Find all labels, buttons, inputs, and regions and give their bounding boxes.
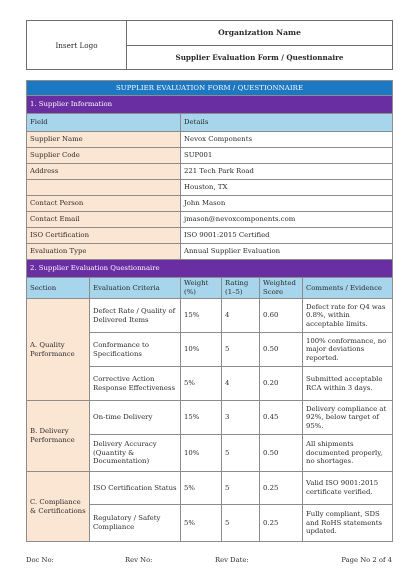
weight-column-header: Weight (%) — [181, 278, 222, 299]
weighted-score-cell: 0.50 — [260, 435, 303, 472]
field-label: Evaluation Type — [27, 244, 181, 260]
page-number: Page No 2 of 4 — [341, 556, 392, 564]
field-column-header: Field — [27, 114, 181, 132]
section-1-title: 1. Supplier Information — [27, 96, 393, 114]
rating-cell[interactable]: 4 — [222, 299, 260, 333]
info-row-contact-person — [27, 196, 393, 212]
weight-cell[interactable]: 5% — [181, 367, 222, 401]
criteria-cell: On-time Delivery — [90, 401, 181, 435]
field-label: Address — [27, 164, 181, 180]
weight-cell[interactable]: 15% — [181, 401, 222, 435]
logo-placeholder[interactable]: Insert Logo — [27, 21, 127, 70]
field-value[interactable]: ISO 9001:2015 Certified — [181, 228, 393, 244]
section-2-title: 2. Supplier Evaluation Questionnaire — [27, 260, 393, 278]
weight-cell[interactable]: 10% — [181, 435, 222, 472]
organization-name: Organization Name — [127, 21, 393, 46]
rating-cell[interactable]: 5 — [222, 333, 260, 367]
weighted-score-cell: 0.50 — [260, 333, 303, 367]
revision-date-label: Rev Date: — [215, 556, 249, 564]
group-quality-performance: A. Quality Performance — [27, 299, 90, 401]
rating-cell[interactable]: 4 — [222, 367, 260, 401]
group-delivery-performance: B. Delivery Performance — [27, 401, 90, 472]
comment-cell[interactable]: Fully compliant, SDS and RoHS statements updated. — [303, 505, 393, 542]
comment-cell[interactable]: Submitted acceptable RCA within 3 days. — [303, 367, 393, 401]
info-row-iso-certification — [27, 228, 393, 244]
weighted-score-cell: 0.25 — [260, 505, 303, 542]
field-label: ISO Certification — [27, 228, 181, 244]
rating-cell[interactable]: 3 — [222, 401, 260, 435]
document-page — [26, 20, 392, 542]
weighted-score-cell: 0.25 — [260, 472, 303, 505]
document-footer — [26, 556, 392, 564]
rating-column-header: Rating (1–5) — [222, 278, 260, 299]
info-row-address — [27, 164, 393, 180]
document-header — [26, 20, 393, 70]
comment-cell[interactable]: Valid ISO 9001:2015 certificate verified. — [303, 472, 393, 505]
field-value[interactable]: Annual Supplier Evaluation — [181, 244, 393, 260]
field-value[interactable]: Houston, TX — [181, 180, 393, 196]
weight-cell[interactable]: 10% — [181, 333, 222, 367]
info-row-address-line-2 — [27, 180, 393, 196]
weight-cell[interactable]: 15% — [181, 299, 222, 333]
field-label: Contact Email — [27, 212, 181, 228]
weight-cell[interactable]: 5% — [181, 472, 222, 505]
questionnaire-row — [27, 299, 393, 333]
details-column-header: Details — [181, 114, 393, 132]
comment-cell[interactable]: Delivery compliance at 92%, below target of 95%. — [303, 401, 393, 435]
field-label: Contact Person — [27, 196, 181, 212]
criteria-cell: ISO Certification Status — [90, 472, 181, 505]
weighted-score-column-header: Weighted Score — [260, 278, 303, 299]
weight-cell[interactable]: 5% — [181, 505, 222, 542]
field-label — [27, 180, 181, 196]
comments-column-header: Comments / Evidence — [303, 278, 393, 299]
field-value[interactable]: jmason@nevoxcomponents.com — [181, 212, 393, 228]
evaluation-form — [26, 80, 393, 542]
criteria-cell: Conformance to Specifications — [90, 333, 181, 367]
criteria-column-header: Evaluation Criteria — [90, 278, 181, 299]
rating-cell[interactable]: 5 — [222, 435, 260, 472]
field-label: Supplier Name — [27, 132, 181, 148]
rating-cell[interactable]: 5 — [222, 505, 260, 542]
revision-number-label: Rev No: — [125, 556, 153, 564]
field-value[interactable]: SUP001 — [181, 148, 393, 164]
field-value[interactable]: John Mason — [181, 196, 393, 212]
criteria-cell: Regulatory / Safety Compliance — [90, 505, 181, 542]
weighted-score-cell: 0.60 — [260, 299, 303, 333]
comment-cell[interactable]: Defect rate for Q4 was 0.8%, within acceptable limits. — [303, 299, 393, 333]
criteria-cell: Delivery Accuracy (Quantity & Documentation) — [90, 435, 181, 472]
comment-cell[interactable]: 100% conformance, no major deviations reported. — [303, 333, 393, 367]
criteria-cell: Defect Rate / Quality of Delivered Items — [90, 299, 181, 333]
info-row-supplier-code — [27, 148, 393, 164]
doc-number-label: Doc No: — [26, 556, 54, 564]
questionnaire-row — [27, 472, 393, 505]
criteria-cell: Corrective Action Response Effectiveness — [90, 367, 181, 401]
field-value[interactable]: 221 Tech Park Road — [181, 164, 393, 180]
info-row-supplier-name — [27, 132, 393, 148]
form-banner: SUPPLIER EVALUATION FORM / QUESTIONNAIRE — [27, 81, 393, 96]
questionnaire-row — [27, 401, 393, 435]
info-row-contact-email — [27, 212, 393, 228]
info-row-evaluation-type — [27, 244, 393, 260]
field-value[interactable]: Nevox Components — [181, 132, 393, 148]
comment-cell[interactable]: All shipments documented properly, no shortages. — [303, 435, 393, 472]
field-label: Supplier Code — [27, 148, 181, 164]
rating-cell[interactable]: 5 — [222, 472, 260, 505]
group-compliance-certifications: C. Compliance & Certifications — [27, 472, 90, 542]
form-title: Supplier Evaluation Form / Questionnaire — [127, 45, 393, 70]
weighted-score-cell: 0.45 — [260, 401, 303, 435]
section-column-header: Section — [27, 278, 90, 299]
weighted-score-cell: 0.20 — [260, 367, 303, 401]
